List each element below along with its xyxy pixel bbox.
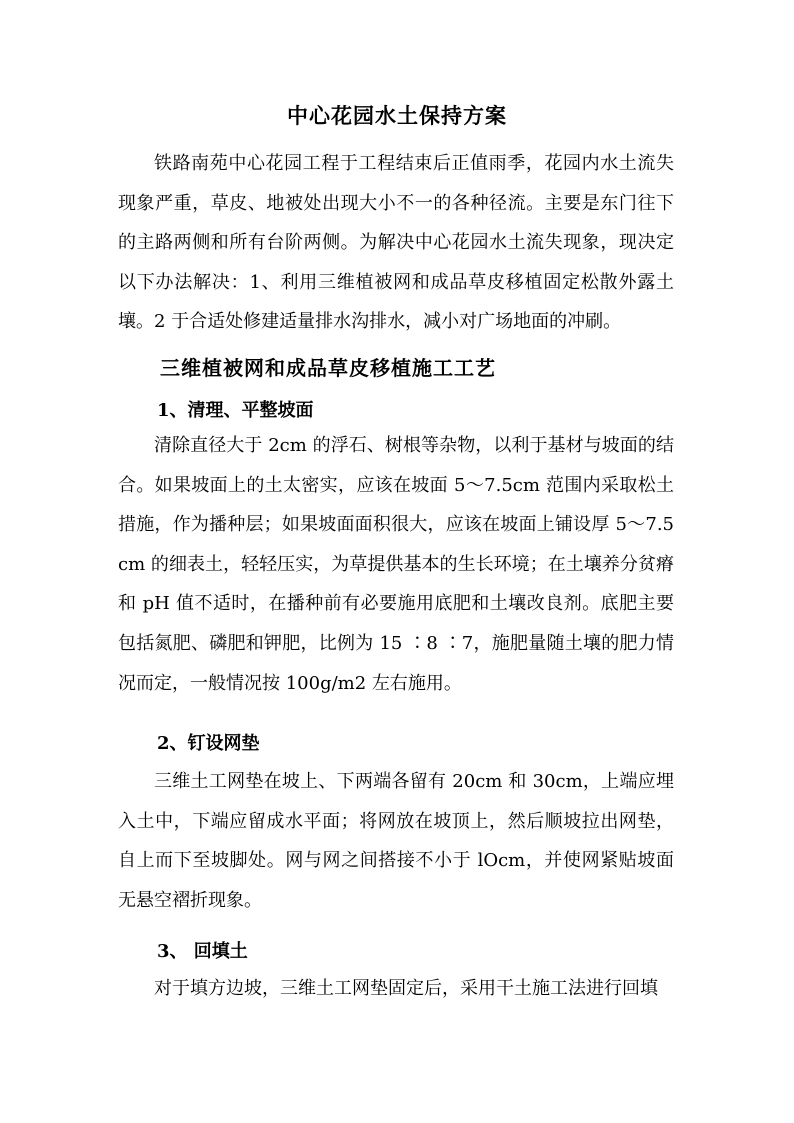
- section-heading-3: 3、 回填土: [157, 941, 248, 962]
- section-heading-2: 2、钉设网垫: [157, 733, 260, 754]
- section-subtitle: 三维植被网和成品草皮移植施工工艺: [160, 356, 496, 380]
- section-body-3: 对于填方边坡，三维土工网垫固定后，采用干土施工法进行回填: [154, 978, 658, 999]
- section-body-1: 清除直径大于 2cm 的浮石、树根等杂物，以利于基材与坡面的结合。如果坡面上的土太密实，应该在坡面 5～7.5cm 范围内采取松土措施，作为播种层；如果坡面面积很大，应该在坡面上铺设厚 5～7.5cm 的细表土，轻轻压实，为草提供基本的生长环境；在土壤养分贫瘠和 pH 值不适时，在播种前有必要施用底肥和土壤改良剂。底肥主要包括氮肥、磷肥和钾肥，比例为 15 ∶8 ∶7，施肥量随土壤的肥力情况而定，一般情况按 100g/m2 左右施用。: [118, 435, 674, 694]
- intro-paragraph: 铁路南苑中心花园工程于工程结束后正值雨季，花园内水土流失现象严重，草皮、地被处出现大小不一的各种径流。主要是东门往下的主路两侧和所有台阶两侧。为解决中心花园水土流失现象，现决定以下办法解决：1、利用三维植被网和成品草皮移植固定松散外露土壤。2 于合适处修建适量排水沟排水，减小对广场地面的冲刷。: [118, 153, 674, 333]
- section-body-2: 三维土工网垫在坡上、下两端各留有 20cm 和 30cm，上端应埋入土中，下端应留成水平面；将网放在坡顶上，然后顺坡拉出网垫，自上而下至坡脚处。网与网之间搭接不小于 lOcm，并使网紧贴坡面无悬空褶折现象。: [118, 771, 674, 911]
- section-heading-1: 1、清理、平整坡面: [157, 400, 314, 421]
- document-title: 中心花园水土保持方案: [287, 103, 507, 128]
